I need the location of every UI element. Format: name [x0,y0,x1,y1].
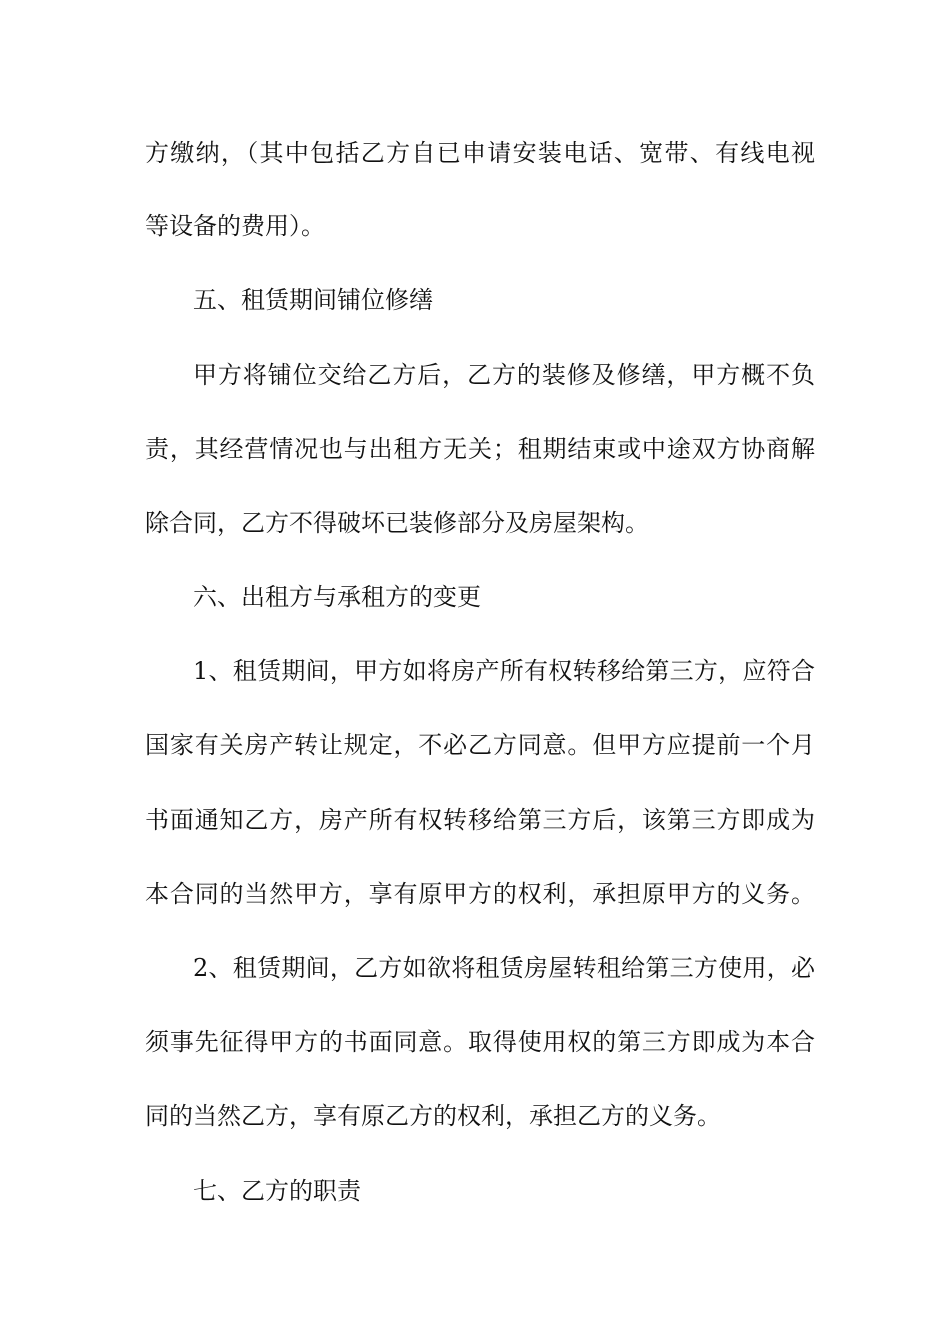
paragraph-line: 除合同，乙方不得破坏已装修部分及房屋架构。 [145,509,649,537]
paragraph-line: 2、租赁期间，乙方如欲将租赁房屋转租给第三方使用，必 [193,954,815,982]
section-heading: 七、乙方的职责 [193,1177,361,1205]
section-heading: 六、出租方与承租方的变更 [193,583,481,611]
section-heading: 五、租赁期间铺位修缮 [193,286,433,314]
paragraph-line: 本合同的当然甲方，享有原甲方的权利，承担原甲方的义务。 [145,880,815,908]
paragraph-line: 甲方将铺位交给乙方后，乙方的装修及修缮，甲方概不负 [193,361,815,389]
paragraph-line: 国家有关房产转让规定，不必乙方同意。但甲方应提前一个月 [145,731,815,759]
paragraph-line: 责，其经营情况也与出租方无关；租期结束或中途双方协商解 [145,435,815,463]
paragraph-line: 等设备的费用）。 [145,212,325,240]
paragraph-line: 须事先征得甲方的书面同意。取得使用权的第三方即成为本合 [145,1028,815,1056]
paragraph-line: 同的当然乙方，享有原乙方的权利，承担乙方的义务。 [145,1102,721,1130]
paragraph-line: 书面通知乙方，房产所有权转移给第三方后，该第三方即成为 [145,806,815,834]
paragraph-line: 方缴纳，（其中包括乙方自已申请安装电话、宽带、有线电视 [145,139,815,167]
paragraph-line: 1、租赁期间，甲方如将房产所有权转移给第三方，应符合 [193,657,815,685]
